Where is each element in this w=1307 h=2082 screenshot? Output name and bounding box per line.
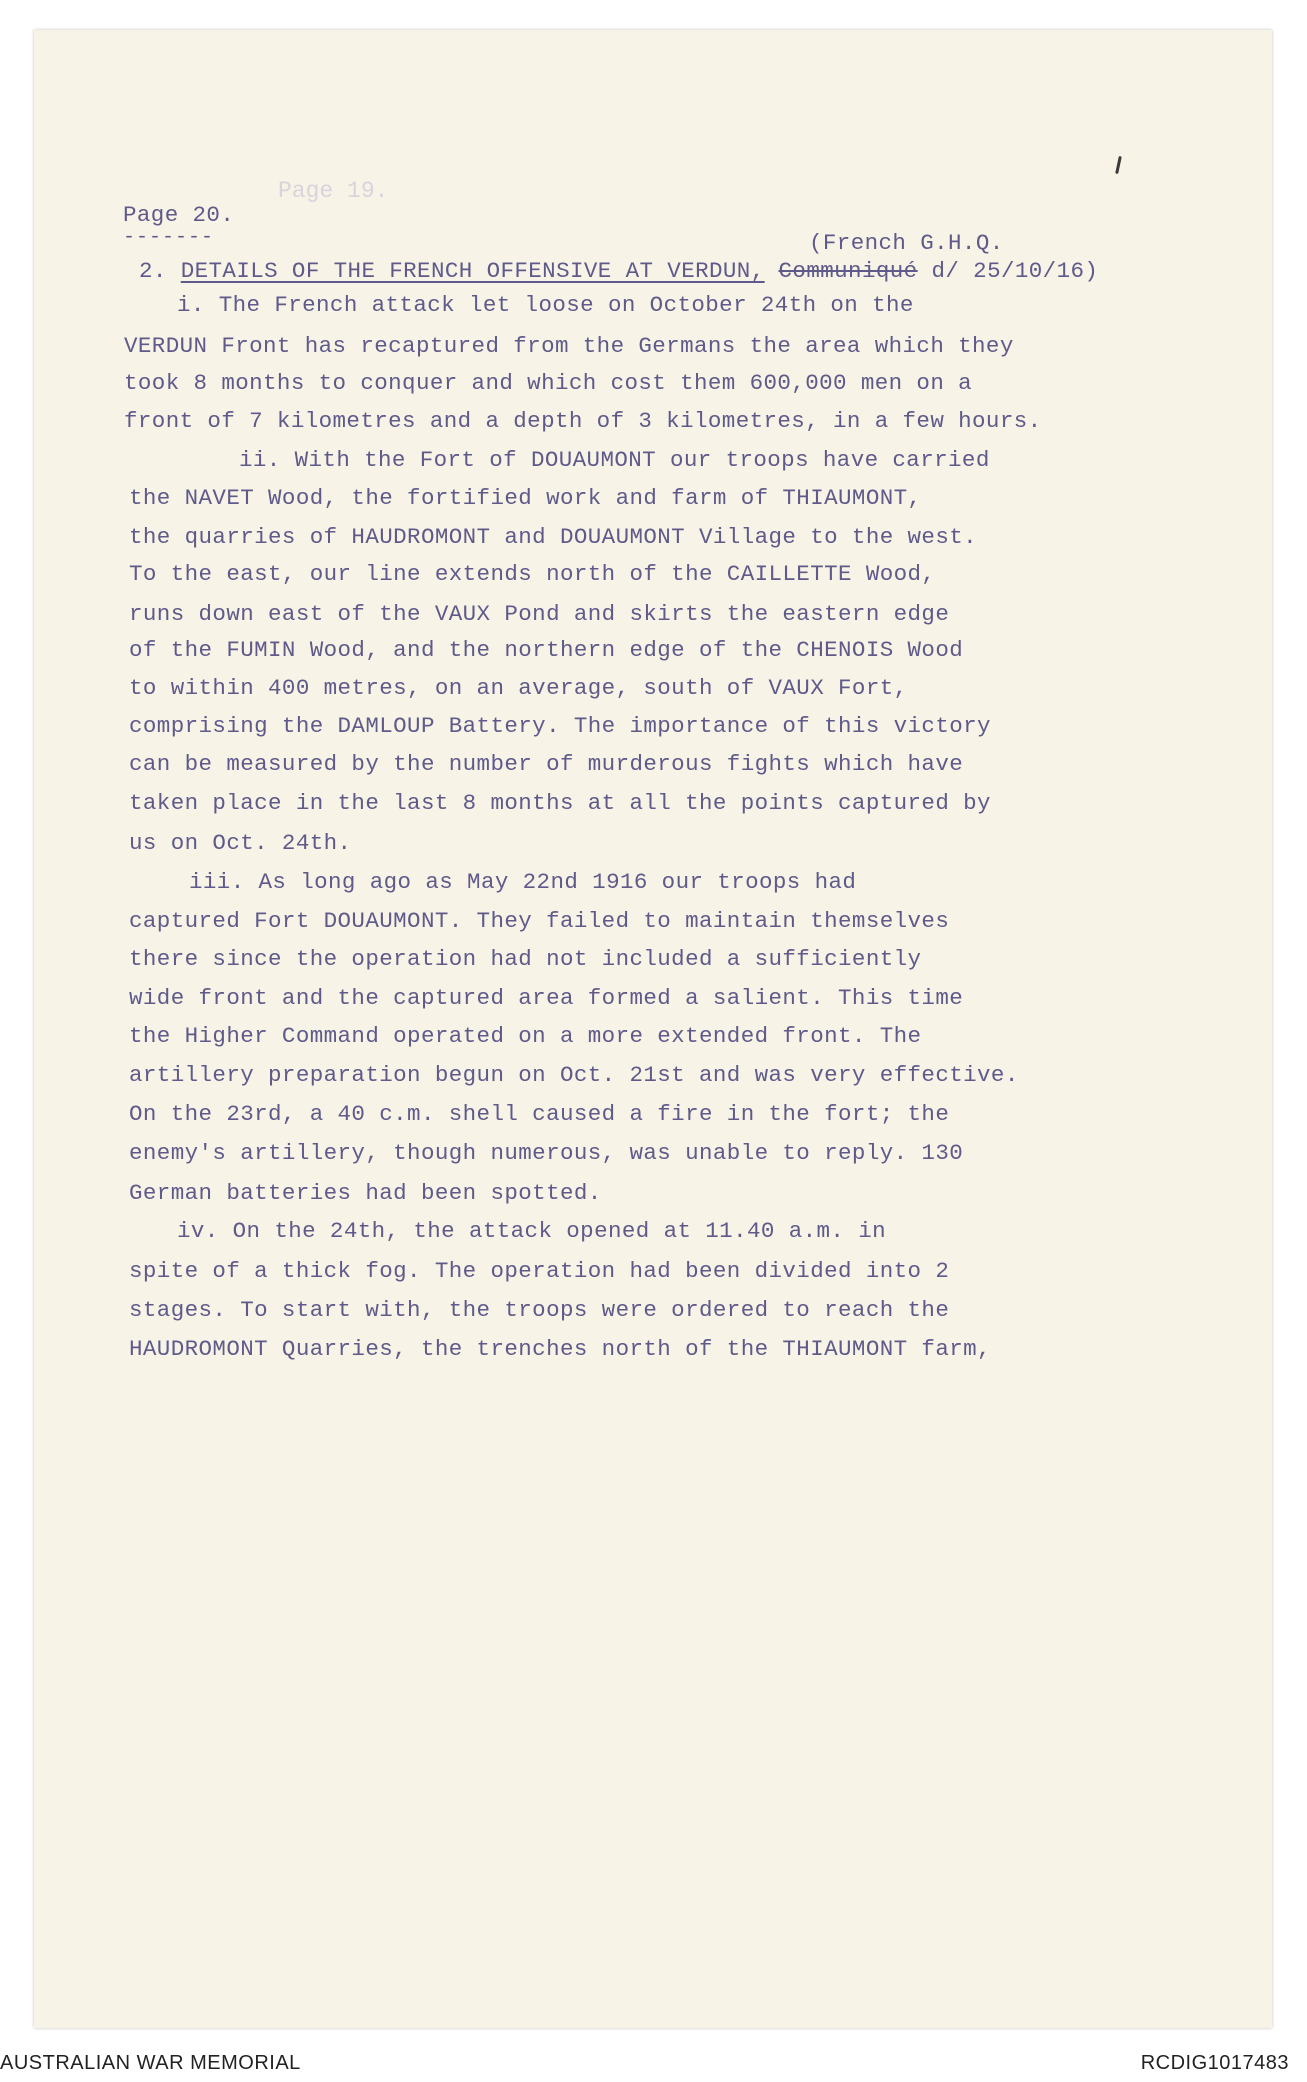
reverse-page-number: Page 19.	[278, 178, 389, 204]
body-line: stages. To start with, the troops were ordered to reach the	[129, 1297, 950, 1323]
ink-mark	[1115, 156, 1122, 174]
body-line: comprising the DAMLOUP Battery. The importance of this victory	[129, 713, 991, 739]
body-line: the Higher Command operated on a more extended front. The	[129, 1023, 922, 1049]
body-line: iii. As long ago as May 22nd 1916 our troops had	[189, 869, 857, 895]
body-line: iv. On the 24th, the attack opened at 11.40 a.m. in	[177, 1218, 887, 1244]
body-line: taken place in the last 8 months at all the points captured by	[129, 790, 991, 816]
body-line: German batteries had been spotted.	[129, 1180, 602, 1206]
body-line: to within 400 metres, on an average, south of VAUX Fort,	[129, 675, 908, 701]
section-heading	[139, 258, 1098, 284]
body-line: front of 7 kilometres and a depth of 3 kilometres, in a few hours.	[124, 408, 1042, 434]
section-date: d/ 25/10/16)	[931, 258, 1099, 284]
body-line: On the 23rd, a 40 c.m. shell caused a fire in the fort; the	[129, 1101, 950, 1127]
body-line: enemy's artillery, though numerous, was unable to reply. 130	[129, 1140, 964, 1166]
body-line: us on Oct. 24th.	[129, 830, 352, 856]
body-line: HAUDROMONT Quarries, the trenches north of the THIAUMONT farm,	[129, 1336, 991, 1362]
body-line: To the east, our line extends north of the CAILLETTE Wood,	[129, 561, 936, 587]
body-line: the NAVET Wood, the fortified work and farm of THIAUMONT,	[129, 485, 922, 511]
page-number: Page 20.	[123, 202, 235, 228]
body-line: runs down east of the VAUX Pond and skirts the eastern edge	[129, 601, 950, 627]
body-line: artillery preparation begun on Oct. 21st and was very effective.	[129, 1062, 1019, 1088]
body-line: i. The French attack let loose on October 24th on the	[177, 292, 914, 318]
section-number: 2.	[139, 258, 167, 284]
footer-right: RCDIG1017483	[1140, 2052, 1289, 2074]
body-line: the quarries of HAUDROMONT and DOUAUMONT Village to the west.	[129, 524, 978, 550]
body-line: wide front and the captured area formed a salient. This time	[129, 985, 964, 1011]
body-line: VERDUN Front has recaptured from the Germans the area which they	[124, 333, 1014, 359]
document-page	[34, 30, 1272, 2028]
source-line: (French G.H.Q.	[809, 230, 1004, 256]
footer-left: AUSTRALIAN WAR MEMORIAL	[0, 2052, 301, 2074]
body-line: ii. With the Fort of DOUAUMONT our troops have carried	[239, 447, 990, 473]
body-line: can be measured by the number of murderous fights which have	[129, 751, 964, 777]
body-line: there since the operation had not included a sufficiently	[129, 946, 922, 972]
body-line: of the FUMIN Wood, and the northern edge of the CHENOIS Wood	[129, 637, 964, 663]
section-title: DETAILS OF THE FRENCH OFFENSIVE AT VERDUN,	[180, 258, 765, 284]
page-number-rule: -------	[123, 226, 215, 249]
body-line: captured Fort DOUAUMONT. They failed to maintain themselves	[129, 908, 950, 934]
body-line: spite of a thick fog. The operation had been divided into 2	[129, 1258, 950, 1284]
struck-word: Communiqué	[778, 258, 918, 284]
body-line: took 8 months to conquer and which cost them 600,000 men on a	[124, 370, 973, 396]
